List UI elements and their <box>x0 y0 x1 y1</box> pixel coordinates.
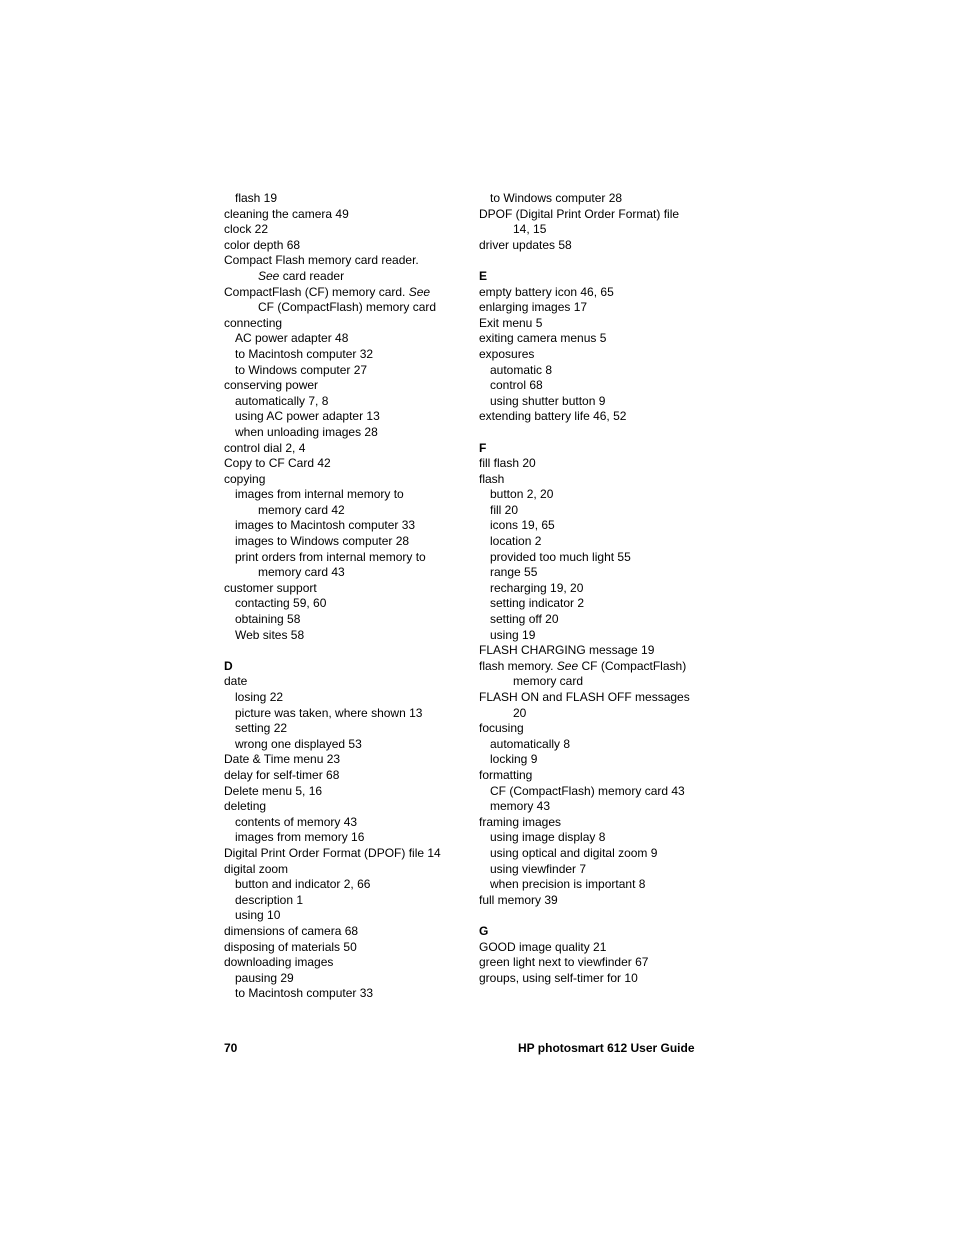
index-entry <box>479 316 729 332</box>
entry-text: focusing <box>479 721 524 736</box>
index-subentry <box>479 846 729 862</box>
entry-text: to Windows computer 28 <box>490 191 623 205</box>
see-reference: See <box>556 658 579 673</box>
index-continuation <box>479 674 729 690</box>
entry-text: setting 22 <box>235 721 288 736</box>
index-subentry <box>479 487 729 503</box>
index-entry <box>479 643 729 659</box>
index-entry <box>224 846 464 862</box>
section-spacer <box>479 253 729 269</box>
index-subentry <box>224 877 464 893</box>
entry-text: button 2, 20 <box>490 487 554 502</box>
index-entry <box>224 955 464 971</box>
index-subentry <box>479 565 729 581</box>
entry-text: using 19 <box>490 627 536 642</box>
index-entry <box>479 768 729 784</box>
entry-text: FLASH ON and FLASH OFF messages <box>479 690 690 704</box>
entry-text: memory card <box>513 674 584 689</box>
entry-text: using image display 8 <box>490 830 606 845</box>
entry-text: CompactFlash (CF) memory card. <box>224 284 406 299</box>
entry-text: delay for self-timer 68 <box>224 767 340 782</box>
entry-text: icons 19, 65 <box>490 518 555 533</box>
entry-text: clock 22 <box>224 222 269 237</box>
index-subentry <box>224 706 464 722</box>
entry-text: memory card 43 <box>258 565 345 580</box>
index-entry <box>479 955 729 971</box>
index-subentry <box>224 737 464 753</box>
section-spacer <box>479 425 729 441</box>
index-entry <box>224 784 464 800</box>
index-column-left <box>224 191 464 1002</box>
entry-text: conserving power <box>224 378 319 393</box>
index-entry <box>479 940 729 956</box>
index-subentry <box>479 830 729 846</box>
entry-text: location 2 <box>490 534 542 549</box>
entry-text: flash <box>479 471 505 486</box>
index-entry <box>224 799 464 815</box>
entry-text: control dial 2, 4 <box>224 440 306 455</box>
index-subentry <box>224 409 464 425</box>
entry-text: when unloading images 28 <box>235 424 378 439</box>
entry-text: DPOF (Digital Print Order Format) file <box>479 206 680 221</box>
entry-text: downloading images <box>224 955 334 970</box>
entry-text: dimensions of camera 68 <box>224 923 359 938</box>
section-letter: D <box>224 658 233 673</box>
section-letter: F <box>479 440 487 455</box>
index-subentry <box>479 612 729 628</box>
entry-text: contents of memory 43 <box>235 814 358 829</box>
index-subentry <box>479 534 729 550</box>
index-subentry <box>224 815 464 831</box>
index-entry <box>224 316 464 332</box>
entry-text: obtaining 58 <box>235 612 301 627</box>
index-subentry <box>479 191 729 207</box>
index-entry <box>479 238 729 254</box>
entry-text: automatically 7, 8 <box>235 393 329 408</box>
index-subentry <box>479 737 729 753</box>
entry-text: images from memory 16 <box>235 830 365 845</box>
entry-text: using optical and digital zoom 9 <box>490 845 658 860</box>
index-subentry <box>479 784 729 800</box>
index-subentry <box>224 347 464 363</box>
index-subentry <box>479 394 729 410</box>
index-subentry <box>224 830 464 846</box>
entry-text: CF (CompactFlash) memory card <box>258 300 437 315</box>
entry-text: print orders from internal memory to <box>235 549 426 564</box>
entry-text: fill flash 20 <box>479 456 536 471</box>
index-subentry <box>479 752 729 768</box>
entry-text: driver updates 58 <box>479 237 572 252</box>
entry-text: losing 22 <box>235 690 284 704</box>
index-continuation <box>479 706 729 722</box>
index-subentry <box>479 862 729 878</box>
index-entry <box>479 207 729 223</box>
index-entry <box>224 456 464 472</box>
entry-text: CF (CompactFlash) <box>581 658 687 673</box>
index-entry <box>479 347 729 363</box>
see-reference: See <box>408 284 431 299</box>
index-subentry <box>224 971 464 987</box>
index-entry <box>224 581 464 597</box>
entry-text: to Windows computer 27 <box>235 362 368 377</box>
index-subentry <box>224 425 464 441</box>
entry-text: Date & Time menu 23 <box>224 752 341 767</box>
index-entry <box>224 207 464 223</box>
entry-text: automatic 8 <box>490 362 553 377</box>
index-entry <box>479 659 729 675</box>
entry-text: button and indicator 2, 66 <box>235 877 371 892</box>
entry-text: wrong one displayed 53 <box>235 736 362 751</box>
index-entry <box>224 752 464 768</box>
see-reference: See <box>258 268 280 283</box>
entry-text: groups, using self-timer for 10 <box>479 970 638 985</box>
index-entry <box>224 768 464 784</box>
entry-text: exiting camera menus 5 <box>479 331 607 346</box>
entry-text: images to Macintosh computer 33 <box>235 518 416 533</box>
entry-text: flash 19 <box>235 191 278 205</box>
index-subentry <box>479 550 729 566</box>
entry-text: using viewfinder 7 <box>490 861 587 876</box>
index-subentry <box>224 690 464 706</box>
index-entry <box>224 378 464 394</box>
entry-text: extending battery life 46, 52 <box>479 409 627 424</box>
index-subentry <box>224 612 464 628</box>
index-subentry <box>224 986 464 1002</box>
entry-text: FLASH CHARGING message 19 <box>479 643 655 658</box>
entry-text: enlarging images 17 <box>479 300 588 315</box>
index-entry <box>224 924 464 940</box>
entry-text: cleaning the camera 49 <box>224 206 349 221</box>
index-subentry <box>479 378 729 394</box>
index-subentry <box>479 518 729 534</box>
index-subentry <box>224 721 464 737</box>
index-entry <box>224 253 464 269</box>
entry-text: description 1 <box>235 892 304 907</box>
index-entry <box>224 222 464 238</box>
index-subentry <box>479 628 729 644</box>
index-entry <box>479 331 729 347</box>
entry-text: using shutter button 9 <box>490 393 606 408</box>
entry-text: copying <box>224 471 266 486</box>
index-entry <box>479 690 729 706</box>
entry-text: Exit menu 5 <box>479 315 543 330</box>
entry-text: to Macintosh computer 32 <box>235 346 374 361</box>
index-subentry <box>224 534 464 550</box>
entry-text: customer support <box>224 580 317 595</box>
index-entry <box>479 300 729 316</box>
section-spacer <box>224 643 464 659</box>
entry-text: formatting <box>479 767 533 782</box>
index-subentry <box>224 628 464 644</box>
index-subentry <box>479 503 729 519</box>
index-entry <box>479 409 729 425</box>
index-entry <box>224 285 464 301</box>
index-entry <box>224 674 464 690</box>
entry-text: 14, 15 <box>513 222 547 237</box>
entry-text: when precision is important 8 <box>490 877 646 892</box>
entry-text: fill 20 <box>490 502 519 517</box>
section-letter: G <box>479 923 489 938</box>
entry-text: control 68 <box>490 378 543 393</box>
entry-lead-text: flash memory. <box>479 658 557 673</box>
index-subentry <box>224 394 464 410</box>
entry-text: digital zoom <box>224 861 289 876</box>
index-subentry <box>224 908 464 924</box>
index-continuation <box>224 300 464 316</box>
entry-text: recharging 19, 20 <box>490 580 584 595</box>
entry-text: card reader <box>282 268 345 283</box>
entry-text: Digital Print Order Format (DPOF) file 14 <box>224 845 441 860</box>
entry-text: setting indicator 2 <box>490 596 585 611</box>
entry-text: memory 43 <box>490 799 551 814</box>
index-entry <box>224 238 464 254</box>
entry-text: automatically 8 <box>490 736 571 751</box>
entry-text: date <box>224 674 248 689</box>
index-entry <box>479 893 729 909</box>
entry-text: disposing of materials 50 <box>224 939 357 954</box>
entry-text: images to Windows computer 28 <box>235 534 410 549</box>
entry-text: 20 <box>513 705 527 720</box>
index-subentry <box>479 877 729 893</box>
index-entry <box>479 472 729 488</box>
index-entry <box>224 441 464 457</box>
entry-text: contacting 59, 60 <box>235 596 327 611</box>
index-continuation <box>224 503 464 519</box>
index-entry <box>479 815 729 831</box>
entry-text: green light next to viewfinder 67 <box>479 955 649 970</box>
index-subentry <box>224 518 464 534</box>
guide-title: HP photosmart 612 User Guide <box>518 1041 695 1055</box>
entry-text: deleting <box>224 799 267 814</box>
entry-text: GOOD image quality 21 <box>479 939 607 954</box>
entry-text: CF (CompactFlash) memory card 43 <box>490 783 685 798</box>
index-continuation <box>224 269 464 285</box>
index-subentry <box>479 581 729 597</box>
entry-text: Delete menu 5, 16 <box>224 783 323 798</box>
entry-text: locking 9 <box>490 752 538 767</box>
entry-text: AC power adapter 48 <box>235 331 349 346</box>
index-subentry <box>224 191 464 207</box>
entry-text: using 10 <box>235 908 281 923</box>
entry-text: to Macintosh computer 33 <box>235 986 374 1001</box>
page-number: 70 <box>224 1041 238 1055</box>
entry-text: picture was taken, where shown 13 <box>235 705 423 720</box>
entry-text: provided too much light 55 <box>490 549 631 564</box>
index-entry <box>479 971 729 987</box>
index-entry <box>224 862 464 878</box>
entry-text: connecting <box>224 315 283 330</box>
entry-text: Copy to CF Card 42 <box>224 456 331 471</box>
entry-text: exposures <box>479 346 535 361</box>
entry-text: Web sites 58 <box>235 627 305 642</box>
index-entry <box>479 456 729 472</box>
entry-text: range 55 <box>490 565 538 580</box>
entry-text: setting off 20 <box>490 612 559 627</box>
index-subentry <box>224 596 464 612</box>
entry-text: Compact Flash memory card reader. <box>224 253 419 268</box>
index-entry <box>479 285 729 301</box>
entry-text: framing images <box>479 814 562 829</box>
entry-text: color depth 68 <box>224 237 301 252</box>
index-subentry <box>479 596 729 612</box>
section-letter: E <box>479 268 488 283</box>
index-subentry <box>224 363 464 379</box>
index-subentry <box>224 487 464 503</box>
entry-text: pausing 29 <box>235 970 294 985</box>
section-spacer <box>479 908 729 924</box>
entry-text: full memory 39 <box>479 892 558 907</box>
index-subentry <box>479 799 729 815</box>
index-subentry <box>479 363 729 379</box>
index-subentry <box>224 550 464 566</box>
entry-text: images from internal memory to <box>235 487 404 502</box>
index-column-right <box>479 191 729 986</box>
entry-text: memory card 42 <box>258 502 345 517</box>
index-subentry <box>224 893 464 909</box>
index-subentry <box>224 331 464 347</box>
index-continuation <box>224 565 464 581</box>
index-entry <box>479 721 729 737</box>
index-entry <box>224 940 464 956</box>
entry-text: empty battery icon 46, 65 <box>479 284 614 299</box>
index-entry <box>224 472 464 488</box>
entry-text: using AC power adapter 13 <box>235 409 380 424</box>
index-continuation <box>479 222 729 238</box>
